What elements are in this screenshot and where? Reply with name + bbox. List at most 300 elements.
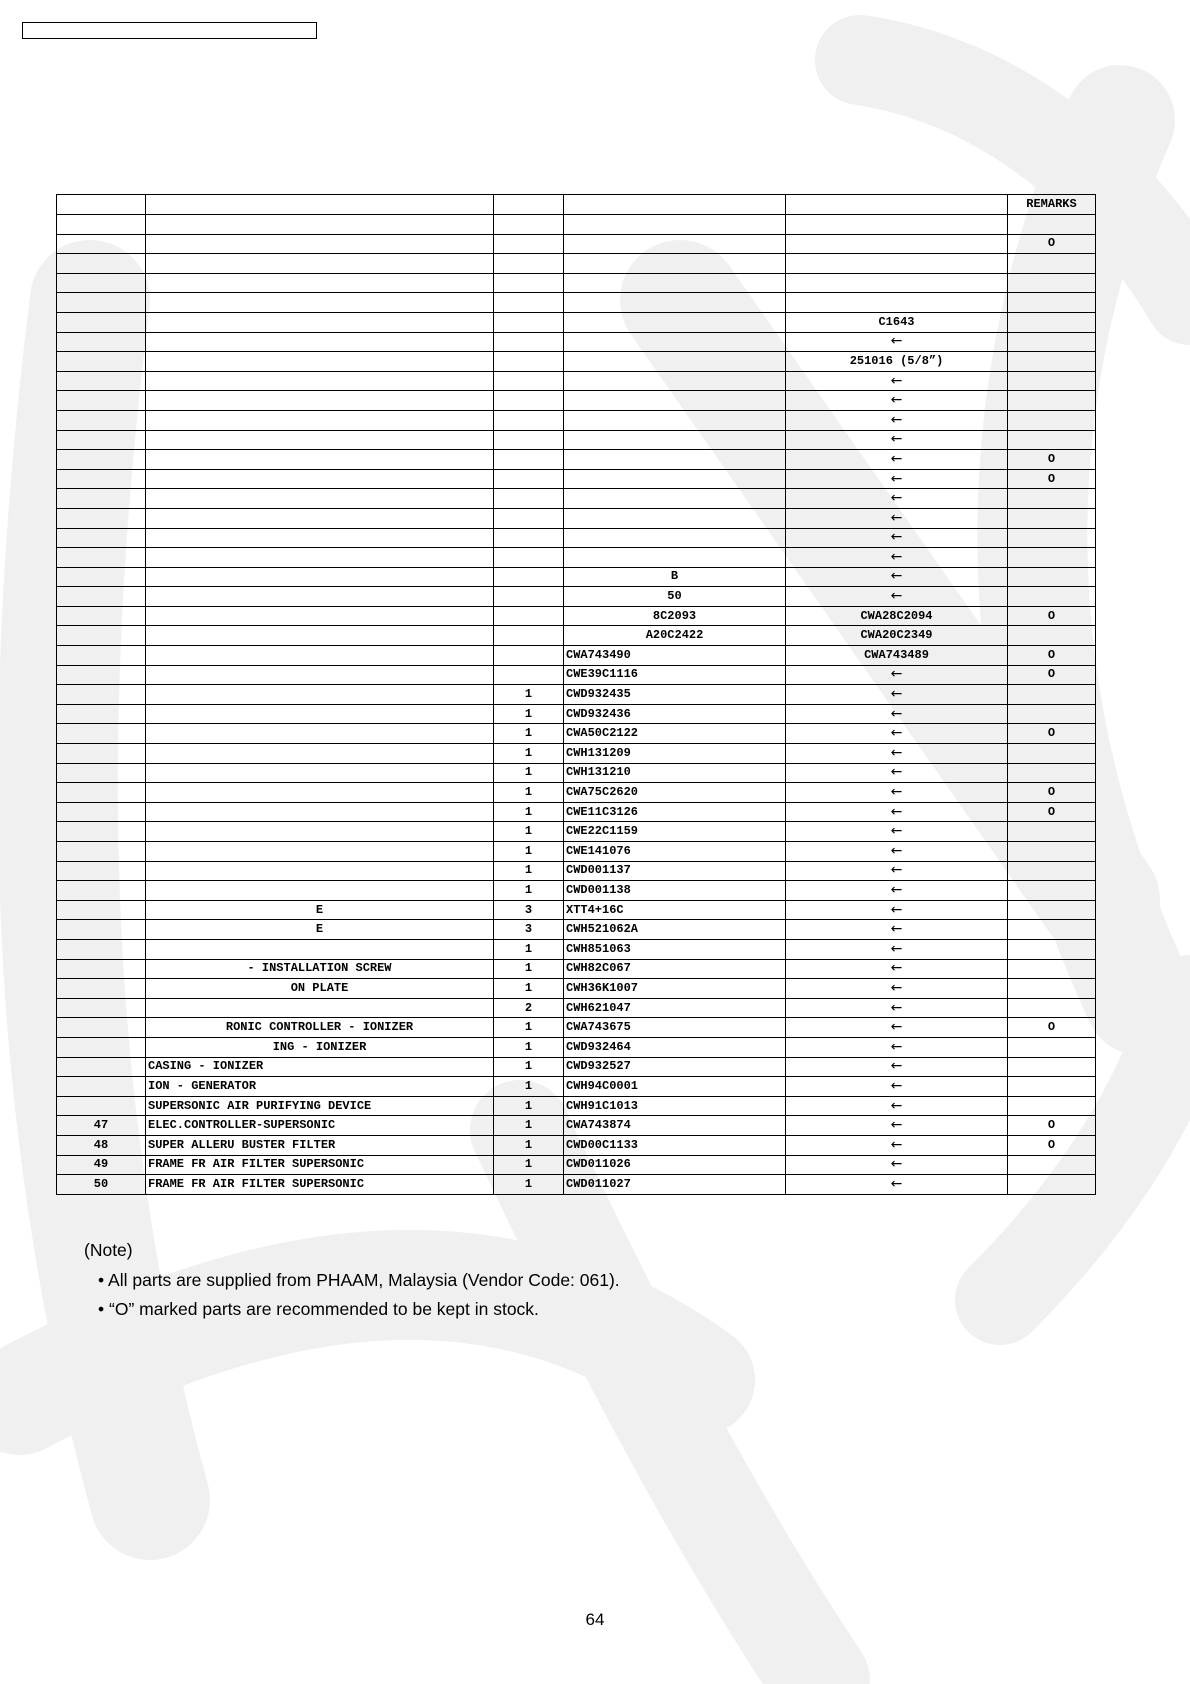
cell-part-no <box>564 548 786 568</box>
cell-part-no: CWH82C067 <box>564 959 786 979</box>
cell-ref-no <box>57 371 146 391</box>
cell-remarks <box>1008 744 1096 764</box>
cell-part-no: CWE39C1116 <box>564 665 786 685</box>
cell-part-name <box>146 704 494 724</box>
table-row <box>57 1037 1096 1057</box>
table-row <box>57 1175 1096 1195</box>
cell-alt-part-no: ← <box>786 430 1008 450</box>
cell-qty: 1 <box>494 783 564 803</box>
cell-remarks <box>1008 979 1096 999</box>
cell-ref-no <box>57 959 146 979</box>
cell-remarks <box>1008 352 1096 372</box>
cell-alt-part-no: ← <box>786 959 1008 979</box>
cell-ref-no <box>57 842 146 862</box>
cell-alt-part-no: ← <box>786 842 1008 862</box>
cell-qty <box>494 371 564 391</box>
cell-alt-part-no: ← <box>786 587 1008 607</box>
cell-alt-part-no: ← <box>786 998 1008 1018</box>
header-cell-no <box>57 195 146 215</box>
cell-alt-part-no: ← <box>786 861 1008 881</box>
cell-part-no: CWH131209 <box>564 744 786 764</box>
table-row <box>57 881 1096 901</box>
table-row <box>57 1096 1096 1116</box>
cell-remarks <box>1008 391 1096 411</box>
cell-ref-no <box>57 273 146 293</box>
cell-remarks: O <box>1008 450 1096 470</box>
cell-part-name <box>146 606 494 626</box>
cell-alt-part-no: C1643 <box>786 312 1008 332</box>
cell-qty: 3 <box>494 900 564 920</box>
cell-part-name <box>146 332 494 352</box>
cell-remarks <box>1008 1077 1096 1097</box>
cell-ref-no: 49 <box>57 1155 146 1175</box>
cell-part-name <box>146 273 494 293</box>
cell-remarks <box>1008 371 1096 391</box>
cell-ref-no <box>57 979 146 999</box>
cell-remarks: O <box>1008 606 1096 626</box>
cell-part-name <box>146 744 494 764</box>
cell-part-name <box>146 626 494 646</box>
cell-alt-part-no: ← <box>786 822 1008 842</box>
cell-part-name <box>146 430 494 450</box>
cell-part-no: CWA743874 <box>564 1116 786 1136</box>
cell-part-name <box>146 371 494 391</box>
note-item <box>84 1266 620 1296</box>
cell-remarks <box>1008 489 1096 509</box>
cell-part-name: ELEC.CONTROLLER-SUPERSONIC <box>146 1116 494 1136</box>
cell-remarks <box>1008 939 1096 959</box>
table-row <box>57 861 1096 881</box>
header-box <box>22 22 317 39</box>
cell-ref-no <box>57 293 146 313</box>
cell-part-name <box>146 254 494 274</box>
cell-ref-no <box>57 626 146 646</box>
cell-part-no <box>564 489 786 509</box>
cell-part-no <box>564 312 786 332</box>
cell-alt-part-no: ← <box>786 783 1008 803</box>
cell-part-name: SUPERSONIC AIR PURIFYING DEVICE <box>146 1096 494 1116</box>
table-row <box>57 273 1096 293</box>
cell-part-no <box>564 332 786 352</box>
table-row <box>57 489 1096 509</box>
table-row <box>57 606 1096 626</box>
cell-remarks <box>1008 626 1096 646</box>
cell-part-name <box>146 450 494 470</box>
cell-ref-no <box>57 920 146 940</box>
cell-alt-part-no: ← <box>786 450 1008 470</box>
cell-ref-no <box>57 587 146 607</box>
table-row <box>57 234 1096 254</box>
cell-ref-no <box>57 234 146 254</box>
cell-qty <box>494 606 564 626</box>
cell-remarks: O <box>1008 1135 1096 1155</box>
cell-part-name <box>146 352 494 372</box>
cell-ref-no <box>57 215 146 235</box>
cell-remarks: O <box>1008 783 1096 803</box>
cell-alt-part-no: ← <box>786 1175 1008 1195</box>
cell-remarks <box>1008 528 1096 548</box>
cell-part-no <box>564 450 786 470</box>
cell-qty <box>494 489 564 509</box>
cell-alt-part-no: 251016 (5/8”) <box>786 352 1008 372</box>
table-row <box>57 822 1096 842</box>
table-row <box>57 1135 1096 1155</box>
cell-part-no: CWD001137 <box>564 861 786 881</box>
cell-part-no <box>564 508 786 528</box>
cell-ref-no <box>57 646 146 666</box>
cell-remarks <box>1008 842 1096 862</box>
cell-qty <box>494 293 564 313</box>
cell-part-name <box>146 391 494 411</box>
cell-ref-no <box>57 881 146 901</box>
cell-qty: 1 <box>494 979 564 999</box>
cell-part-no: CWD932435 <box>564 685 786 705</box>
cell-qty <box>494 234 564 254</box>
cell-part-name: E <box>146 920 494 940</box>
cell-remarks: O <box>1008 665 1096 685</box>
cell-remarks <box>1008 959 1096 979</box>
table-row <box>57 312 1096 332</box>
cell-part-no: CWA75C2620 <box>564 783 786 803</box>
cell-qty: 1 <box>494 1057 564 1077</box>
cell-ref-no <box>57 783 146 803</box>
header-cell-alt-part-no <box>786 195 1008 215</box>
cell-qty: 1 <box>494 744 564 764</box>
cell-ref-no: 50 <box>57 1175 146 1195</box>
table-row <box>57 626 1096 646</box>
cell-qty: 1 <box>494 959 564 979</box>
cell-alt-part-no: ← <box>786 763 1008 783</box>
cell-part-no: A20C2422 <box>564 626 786 646</box>
cell-part-no <box>564 410 786 430</box>
table-row <box>57 842 1096 862</box>
cell-ref-no <box>57 704 146 724</box>
cell-part-name: FRAME FR AIR FILTER SUPERSONIC <box>146 1155 494 1175</box>
table-row <box>57 802 1096 822</box>
cell-qty <box>494 391 564 411</box>
cell-part-name <box>146 508 494 528</box>
cell-remarks <box>1008 293 1096 313</box>
table-row <box>57 763 1096 783</box>
cell-qty <box>494 587 564 607</box>
cell-alt-part-no: ← <box>786 1057 1008 1077</box>
cell-ref-no <box>57 469 146 489</box>
cell-ref-no: 47 <box>57 1116 146 1136</box>
cell-alt-part-no: ← <box>786 900 1008 920</box>
cell-qty: 1 <box>494 881 564 901</box>
header-cell-remarks: REMARKS <box>1008 195 1096 215</box>
cell-alt-part-no: ← <box>786 704 1008 724</box>
cell-ref-no <box>57 1018 146 1038</box>
cell-part-no: CWE141076 <box>564 842 786 862</box>
cell-part-name: SUPER ALLERU BUSTER FILTER <box>146 1135 494 1155</box>
cell-ref-no: 48 <box>57 1135 146 1155</box>
cell-qty <box>494 646 564 666</box>
cell-part-no: CWD001138 <box>564 881 786 901</box>
cell-remarks <box>1008 998 1096 1018</box>
table-row <box>57 704 1096 724</box>
cell-alt-part-no: ← <box>786 567 1008 587</box>
cell-alt-part-no: ← <box>786 548 1008 568</box>
cell-part-no: 50 <box>564 587 786 607</box>
cell-part-name <box>146 215 494 235</box>
cell-alt-part-no <box>786 234 1008 254</box>
cell-alt-part-no: CWA20C2349 <box>786 626 1008 646</box>
bullet-icon: • <box>98 1299 105 1319</box>
cell-part-name <box>146 861 494 881</box>
cell-qty <box>494 469 564 489</box>
cell-alt-part-no: ← <box>786 744 1008 764</box>
cell-remarks <box>1008 312 1096 332</box>
table-row <box>57 293 1096 313</box>
table-row <box>57 998 1096 1018</box>
cell-qty <box>494 508 564 528</box>
cell-alt-part-no: CWA28C2094 <box>786 606 1008 626</box>
cell-part-no: CWH36K1007 <box>564 979 786 999</box>
cell-ref-no <box>57 489 146 509</box>
table-row <box>57 430 1096 450</box>
cell-qty <box>494 528 564 548</box>
cell-qty <box>494 548 564 568</box>
cell-qty <box>494 567 564 587</box>
bullet-icon: • <box>98 1269 105 1290</box>
table-row <box>57 1057 1096 1077</box>
cell-part-no <box>564 430 786 450</box>
cell-ref-no <box>57 822 146 842</box>
cell-qty: 1 <box>494 685 564 705</box>
cell-qty: 1 <box>494 822 564 842</box>
cell-part-name <box>146 410 494 430</box>
cell-remarks <box>1008 763 1096 783</box>
cell-alt-part-no: ← <box>786 332 1008 352</box>
cell-part-name <box>146 783 494 803</box>
cell-part-name <box>146 939 494 959</box>
cell-remarks <box>1008 1175 1096 1195</box>
header-cell-qty <box>494 195 564 215</box>
cell-alt-part-no: ← <box>786 1037 1008 1057</box>
table-row <box>57 724 1096 744</box>
cell-remarks <box>1008 1096 1096 1116</box>
cell-part-name <box>146 842 494 862</box>
cell-part-name <box>146 685 494 705</box>
cell-part-name <box>146 802 494 822</box>
cell-ref-no <box>57 548 146 568</box>
table-row <box>57 783 1096 803</box>
cell-qty <box>494 450 564 470</box>
table-row <box>57 1077 1096 1097</box>
cell-ref-no <box>57 1077 146 1097</box>
cell-alt-part-no: ← <box>786 979 1008 999</box>
cell-alt-part-no: ← <box>786 881 1008 901</box>
cell-part-name: RONIC CONTROLLER - IONIZER <box>146 1018 494 1038</box>
table-row <box>57 646 1096 666</box>
table-row <box>57 450 1096 470</box>
cell-ref-no <box>57 606 146 626</box>
cell-remarks <box>1008 881 1096 901</box>
cell-qty <box>494 352 564 372</box>
cell-remarks <box>1008 1155 1096 1175</box>
cell-remarks: O <box>1008 646 1096 666</box>
cell-part-name: - INSTALLATION SCREW <box>146 959 494 979</box>
cell-remarks <box>1008 430 1096 450</box>
cell-ref-no <box>57 567 146 587</box>
table-header-row <box>57 195 1096 215</box>
cell-part-no: CWH521062A <box>564 920 786 940</box>
table-row <box>57 215 1096 235</box>
cell-remarks: O <box>1008 234 1096 254</box>
cell-ref-no <box>57 1057 146 1077</box>
cell-remarks: O <box>1008 469 1096 489</box>
cell-alt-part-no: ← <box>786 469 1008 489</box>
cell-part-name: ON PLATE <box>146 979 494 999</box>
cell-part-no <box>564 352 786 372</box>
cell-qty: 1 <box>494 1135 564 1155</box>
cell-ref-no <box>57 802 146 822</box>
cell-remarks: O <box>1008 724 1096 744</box>
cell-ref-no <box>57 1037 146 1057</box>
cell-part-no <box>564 371 786 391</box>
note-heading: (Note) <box>84 1240 133 1260</box>
cell-qty <box>494 215 564 235</box>
table-row <box>57 979 1096 999</box>
cell-ref-no <box>57 410 146 430</box>
page-number: 64 <box>585 1610 605 1629</box>
cell-ref-no <box>57 939 146 959</box>
cell-qty: 1 <box>494 1175 564 1195</box>
cell-remarks <box>1008 900 1096 920</box>
cell-remarks <box>1008 332 1096 352</box>
cell-alt-part-no: ← <box>786 724 1008 744</box>
cell-part-no: 8C2093 <box>564 606 786 626</box>
cell-alt-part-no <box>786 254 1008 274</box>
cell-ref-no <box>57 763 146 783</box>
cell-part-name <box>146 469 494 489</box>
table-row <box>57 332 1096 352</box>
cell-part-no: B <box>564 567 786 587</box>
cell-remarks: O <box>1008 1018 1096 1038</box>
cell-alt-part-no: ← <box>786 528 1008 548</box>
table-row <box>57 548 1096 568</box>
table-row <box>57 900 1096 920</box>
cell-qty <box>494 273 564 293</box>
cell-part-no <box>564 273 786 293</box>
cell-alt-part-no <box>786 273 1008 293</box>
cell-remarks <box>1008 587 1096 607</box>
table-row <box>57 371 1096 391</box>
cell-remarks <box>1008 215 1096 235</box>
cell-part-no: CWA743490 <box>564 646 786 666</box>
cell-part-no: CWD011026 <box>564 1155 786 1175</box>
cell-alt-part-no: ← <box>786 939 1008 959</box>
cell-remarks <box>1008 508 1096 528</box>
cell-qty <box>494 430 564 450</box>
cell-part-name: ION - GENERATOR <box>146 1077 494 1097</box>
table-row <box>57 939 1096 959</box>
cell-qty: 1 <box>494 704 564 724</box>
cell-part-no: CWH91C1013 <box>564 1096 786 1116</box>
note-item <box>84 1295 620 1325</box>
header-cell-part-no <box>564 195 786 215</box>
cell-alt-part-no: CWA743489 <box>786 646 1008 666</box>
cell-ref-no <box>57 352 146 372</box>
cell-alt-part-no: ← <box>786 1155 1008 1175</box>
cell-alt-part-no: ← <box>786 1135 1008 1155</box>
cell-remarks <box>1008 254 1096 274</box>
cell-part-name: FRAME FR AIR FILTER SUPERSONIC <box>146 1175 494 1195</box>
cell-remarks <box>1008 920 1096 940</box>
cell-part-no <box>564 254 786 274</box>
cell-alt-part-no <box>786 293 1008 313</box>
cell-qty: 1 <box>494 1116 564 1136</box>
cell-ref-no <box>57 391 146 411</box>
cell-qty: 1 <box>494 1037 564 1057</box>
cell-remarks: O <box>1008 1116 1096 1136</box>
cell-remarks <box>1008 548 1096 568</box>
cell-ref-no <box>57 254 146 274</box>
cell-part-name <box>146 822 494 842</box>
cell-ref-no <box>57 430 146 450</box>
cell-qty: 1 <box>494 1077 564 1097</box>
cell-qty: 1 <box>494 1018 564 1038</box>
cell-part-name <box>146 665 494 685</box>
cell-part-name <box>146 567 494 587</box>
table-row <box>57 528 1096 548</box>
cell-part-no <box>564 234 786 254</box>
cell-ref-no <box>57 665 146 685</box>
cell-ref-no <box>57 900 146 920</box>
note-text: All parts are supplied from PHAAM, Malaysia (Vendor Code: 061). <box>108 1269 620 1290</box>
header-cell-name <box>146 195 494 215</box>
cell-alt-part-no <box>786 215 1008 235</box>
cell-part-no <box>564 215 786 235</box>
cell-part-no: CWD011027 <box>564 1175 786 1195</box>
cell-alt-part-no: ← <box>786 665 1008 685</box>
cell-qty: 1 <box>494 763 564 783</box>
cell-alt-part-no: ← <box>786 920 1008 940</box>
cell-alt-part-no: ← <box>786 1096 1008 1116</box>
cell-part-name <box>146 312 494 332</box>
cell-part-name <box>146 587 494 607</box>
cell-alt-part-no: ← <box>786 802 1008 822</box>
cell-qty: 3 <box>494 920 564 940</box>
cell-alt-part-no: ← <box>786 1018 1008 1038</box>
cell-qty: 1 <box>494 939 564 959</box>
cell-part-no: CWA50C2122 <box>564 724 786 744</box>
cell-ref-no <box>57 1096 146 1116</box>
cell-part-name <box>146 528 494 548</box>
table-row <box>57 959 1096 979</box>
cell-alt-part-no: ← <box>786 1116 1008 1136</box>
cell-part-no: CWD932436 <box>564 704 786 724</box>
cell-ref-no <box>57 528 146 548</box>
cell-part-name: CASING - IONIZER <box>146 1057 494 1077</box>
table-row <box>57 567 1096 587</box>
cell-ref-no <box>57 685 146 705</box>
cell-part-name <box>146 489 494 509</box>
cell-part-no: CWE22C1159 <box>564 822 786 842</box>
cell-ref-no <box>57 998 146 1018</box>
cell-part-name <box>146 724 494 744</box>
cell-qty <box>494 312 564 332</box>
cell-alt-part-no: ← <box>786 371 1008 391</box>
cell-part-name <box>146 998 494 1018</box>
table-row <box>57 469 1096 489</box>
cell-qty <box>494 332 564 352</box>
cell-part-no: CWD00C1133 <box>564 1135 786 1155</box>
cell-qty: 1 <box>494 802 564 822</box>
cell-part-no <box>564 391 786 411</box>
cell-part-name <box>146 293 494 313</box>
